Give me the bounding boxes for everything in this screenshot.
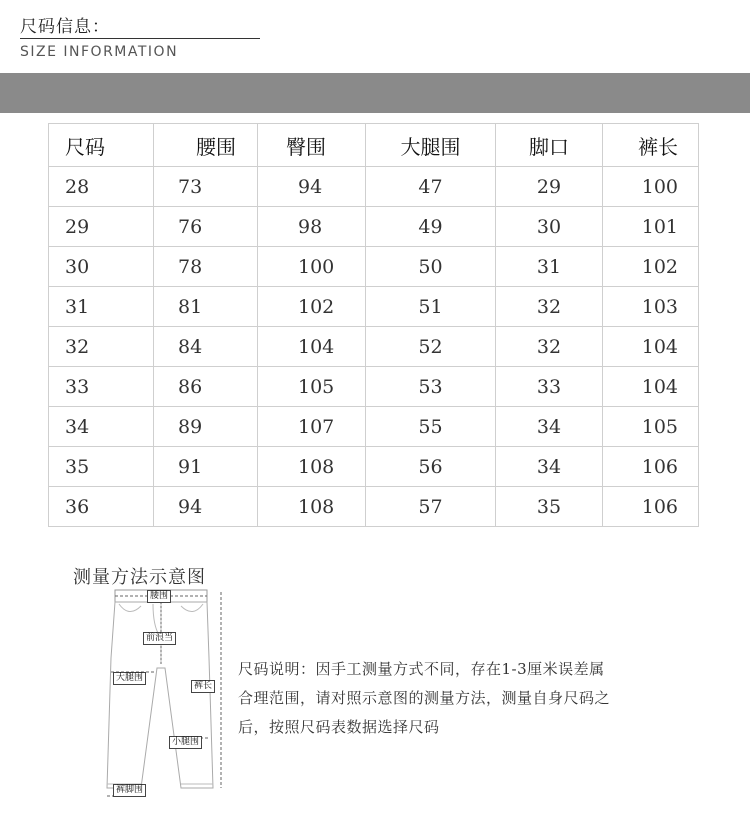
cell-size: 34 (49, 407, 154, 447)
label-thigh: 大腿围 (113, 672, 146, 685)
cell-length: 104 (603, 367, 699, 407)
cell-length: 102 (603, 247, 699, 287)
cell-waist: 81 (154, 287, 258, 327)
cell-hem: 33 (496, 367, 603, 407)
note-line: 后，按照尺码表数据选择尺码 (238, 718, 440, 736)
title-underline (20, 38, 260, 39)
column-header-thigh: 大腿围 (366, 124, 496, 167)
cell-hem: 29 (496, 167, 603, 207)
label-length: 裤长 (191, 680, 215, 693)
cell-hip: 98 (258, 207, 366, 247)
cell-waist: 89 (154, 407, 258, 447)
cell-waist: 78 (154, 247, 258, 287)
table-header-row (49, 124, 699, 167)
measure-diagram-title: 测量方法示意图 (73, 567, 206, 588)
column-header-hip: 臀围 (258, 124, 366, 167)
cell-waist: 73 (154, 167, 258, 207)
cell-waist: 86 (154, 367, 258, 407)
cell-size: 28 (49, 167, 154, 207)
title-chinese: 尺码信息： (20, 17, 110, 37)
cell-size: 31 (49, 287, 154, 327)
size-table (48, 123, 699, 527)
cell-length: 101 (603, 207, 699, 247)
cell-waist: 76 (154, 207, 258, 247)
cell-size: 30 (49, 247, 154, 287)
cell-length: 103 (603, 287, 699, 327)
note-line: 合理范围，请对照示意图的测量方法，测量自身尺码之 (238, 689, 611, 707)
label-waist: 腰围 (147, 590, 171, 603)
cell-hip: 107 (258, 407, 366, 447)
cell-length: 106 (603, 447, 699, 487)
title-english: SIZE INFORMATION (20, 44, 179, 60)
cell-hem: 30 (496, 207, 603, 247)
column-header-size: 尺码 (49, 124, 154, 167)
cell-hip: 104 (258, 327, 366, 367)
cell-thigh: 49 (366, 207, 496, 247)
cell-thigh: 47 (366, 167, 496, 207)
cell-thigh: 57 (366, 487, 496, 527)
cell-hem: 35 (496, 487, 603, 527)
cell-waist: 91 (154, 447, 258, 487)
cell-hem: 34 (496, 407, 603, 447)
cell-hip: 108 (258, 447, 366, 487)
cell-hem: 32 (496, 327, 603, 367)
table-row (49, 167, 699, 207)
cell-size: 36 (49, 487, 154, 527)
cell-hip: 102 (258, 287, 366, 327)
grey-band (0, 73, 750, 113)
cell-size: 33 (49, 367, 154, 407)
table-row (49, 367, 699, 407)
cell-hip: 100 (258, 247, 366, 287)
cell-length: 104 (603, 327, 699, 367)
cell-thigh: 52 (366, 327, 496, 367)
cell-hem: 31 (496, 247, 603, 287)
cell-thigh: 56 (366, 447, 496, 487)
cell-size: 29 (49, 207, 154, 247)
table-row (49, 287, 699, 327)
label-calf: 小腿围 (169, 736, 202, 749)
label-hem: 裤脚围 (113, 784, 146, 797)
table-row (49, 447, 699, 487)
note-line: 尺码说明：因手工测量方式不同，存在1-3厘米误差属 (238, 660, 605, 678)
cell-hem: 34 (496, 447, 603, 487)
table-row (49, 407, 699, 447)
cell-thigh: 53 (366, 367, 496, 407)
cell-thigh: 51 (366, 287, 496, 327)
cell-size: 32 (49, 327, 154, 367)
table-row (49, 487, 699, 527)
cell-length: 100 (603, 167, 699, 207)
cell-hip: 108 (258, 487, 366, 527)
table-row (49, 327, 699, 367)
cell-hip: 94 (258, 167, 366, 207)
cell-length: 105 (603, 407, 699, 447)
table-row (49, 247, 699, 287)
pants-outline (95, 588, 235, 806)
cell-hip: 105 (258, 367, 366, 407)
cell-waist: 94 (154, 487, 258, 527)
column-header-waist: 腰围 (154, 124, 258, 167)
size-note (238, 655, 678, 742)
column-header-length: 裤长 (603, 124, 699, 167)
pants-diagram (95, 588, 235, 806)
cell-length: 106 (603, 487, 699, 527)
table-row (49, 207, 699, 247)
cell-waist: 84 (154, 327, 258, 367)
cell-thigh: 50 (366, 247, 496, 287)
cell-size: 35 (49, 447, 154, 487)
cell-thigh: 55 (366, 407, 496, 447)
cell-hem: 32 (496, 287, 603, 327)
column-header-hem: 脚口 (496, 124, 603, 167)
label-front-rise: 前浪当 (143, 632, 176, 645)
